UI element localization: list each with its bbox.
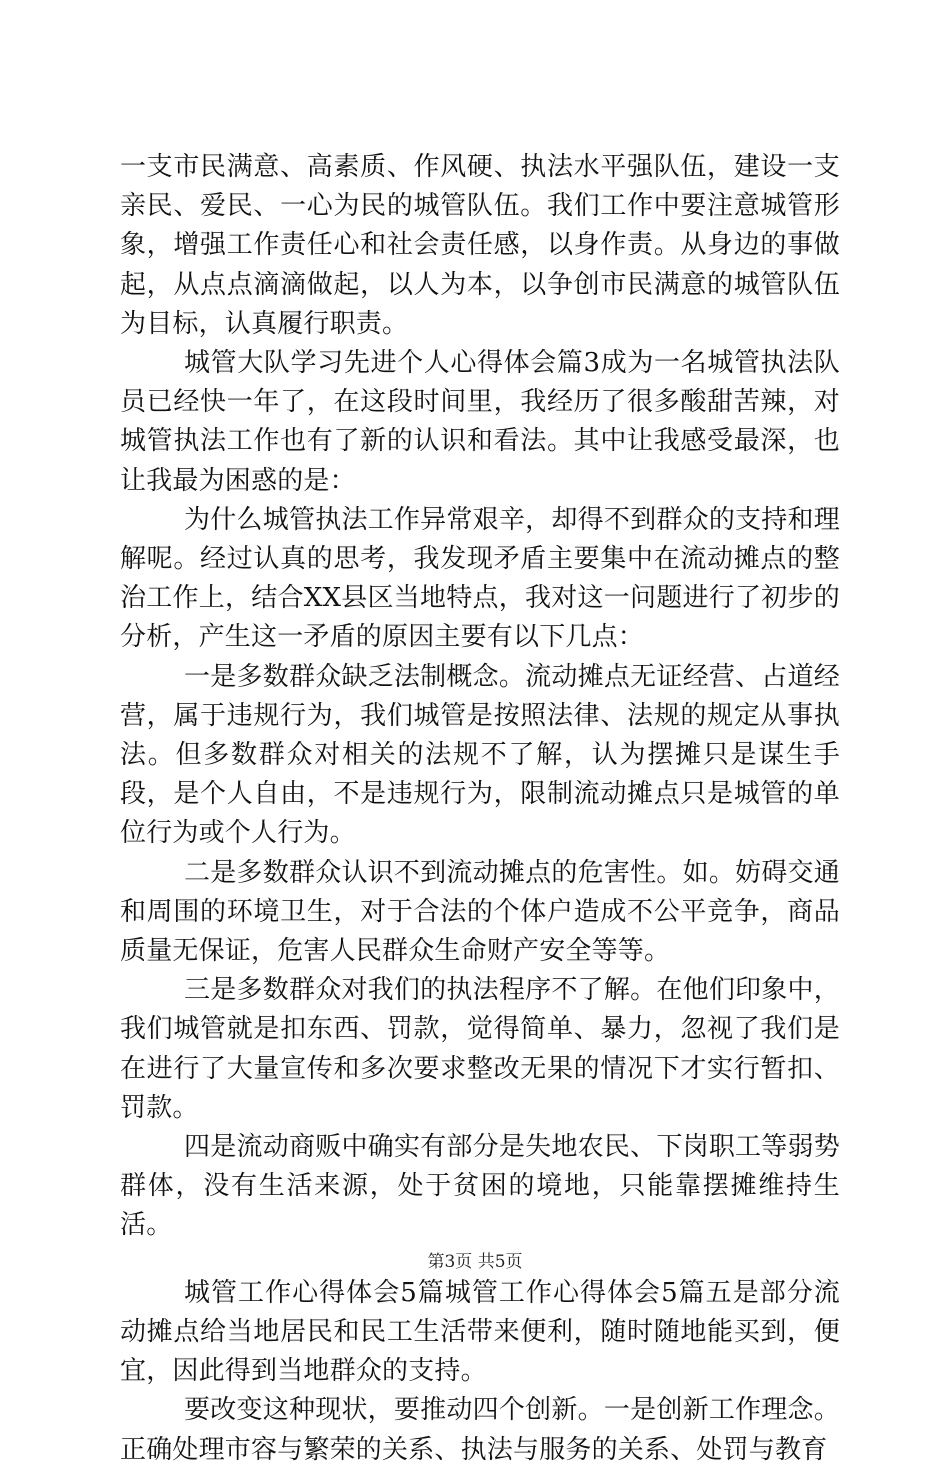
paragraph-8: 城管工作心得体会5篇城管工作心得体会5篇五是部分流动摊点给当地居民和民工生活带来便利，随时随地能买到，便宜，因此得到当地群众的支持。 <box>120 1277 840 1387</box>
paragraph-3: 为什么城管执法工作异常艰辛，却得不到群众的支持和理解呢。经过认真的思考，我发现矛盾主要集中在流动摊点的整治工作上，结合XX县区当地特点，我对这一问题进行了初步的分析，产生这一矛盾的原因主要有以下几点： <box>120 504 840 653</box>
paragraph-9: 要改变这种现状，要推动四个创新。一是创新工作理念。正确处理市容与繁荣的关系、执法与服务的关系、处罚与教育 <box>120 1395 840 1465</box>
paragraph-5: 二是多数群众认识不到流动摊点的危害性。如。妨碍交通和周围的环境卫生，对于合法的个体户造成不公平竞争，商品质量无保证，危害人民群众生命财产安全等等。 <box>120 857 840 967</box>
paragraph-6: 三是多数群众对我们的执法程序不了解。在他们印象中，我们城管就是扣东西、罚款，觉得简单、暴力，忽视了我们是在进行了大量宣传和多次要求整改无果的情况下才实行暂扣、罚款。 <box>120 975 840 1123</box>
paragraph-4: 一是多数群众缺乏法制概念。流动摊点无证经营、占道经营，属于违规行为，我们城管是按照法律、法规的规定从事执法。但多数群众对相关的法规不了解，认为摆摊只是谋生手段，是个人自由，不是违规行为，限制流动摊点只是城管的单位行为或个人行为。 <box>120 661 840 849</box>
page-footer: 第3页 共5页 <box>427 1252 523 1272</box>
paragraph-7: 四是流动商贩中确实有部分是失地农民、下岗职工等弱势群体，没有生活来源，处于贫困的境地，只能靠摆摊维持生活。 <box>120 1132 840 1241</box>
paragraph-2: 城管大队学习先进个人心得体会篇3成为一名城管执法队员已经快一年了，在这段时间里，我经历了很多酸甜苦辣，对城管执法工作也有了新的认识和看法。其中让我感受最深，也让我最为困惑的是： <box>120 348 840 496</box>
paragraph-1: 一支市民满意、高素质、作风硬、执法水平强队伍，建设一支亲民、爱民、一心为民的城管队伍。我们工作中要注意城管形象，增强工作责任心和社会责任感，以身作责。从身边的事做起，从点点滴滴做起，以人为本，以争创市民满意的城管队伍为目标，认真履行职责。 <box>120 152 840 339</box>
